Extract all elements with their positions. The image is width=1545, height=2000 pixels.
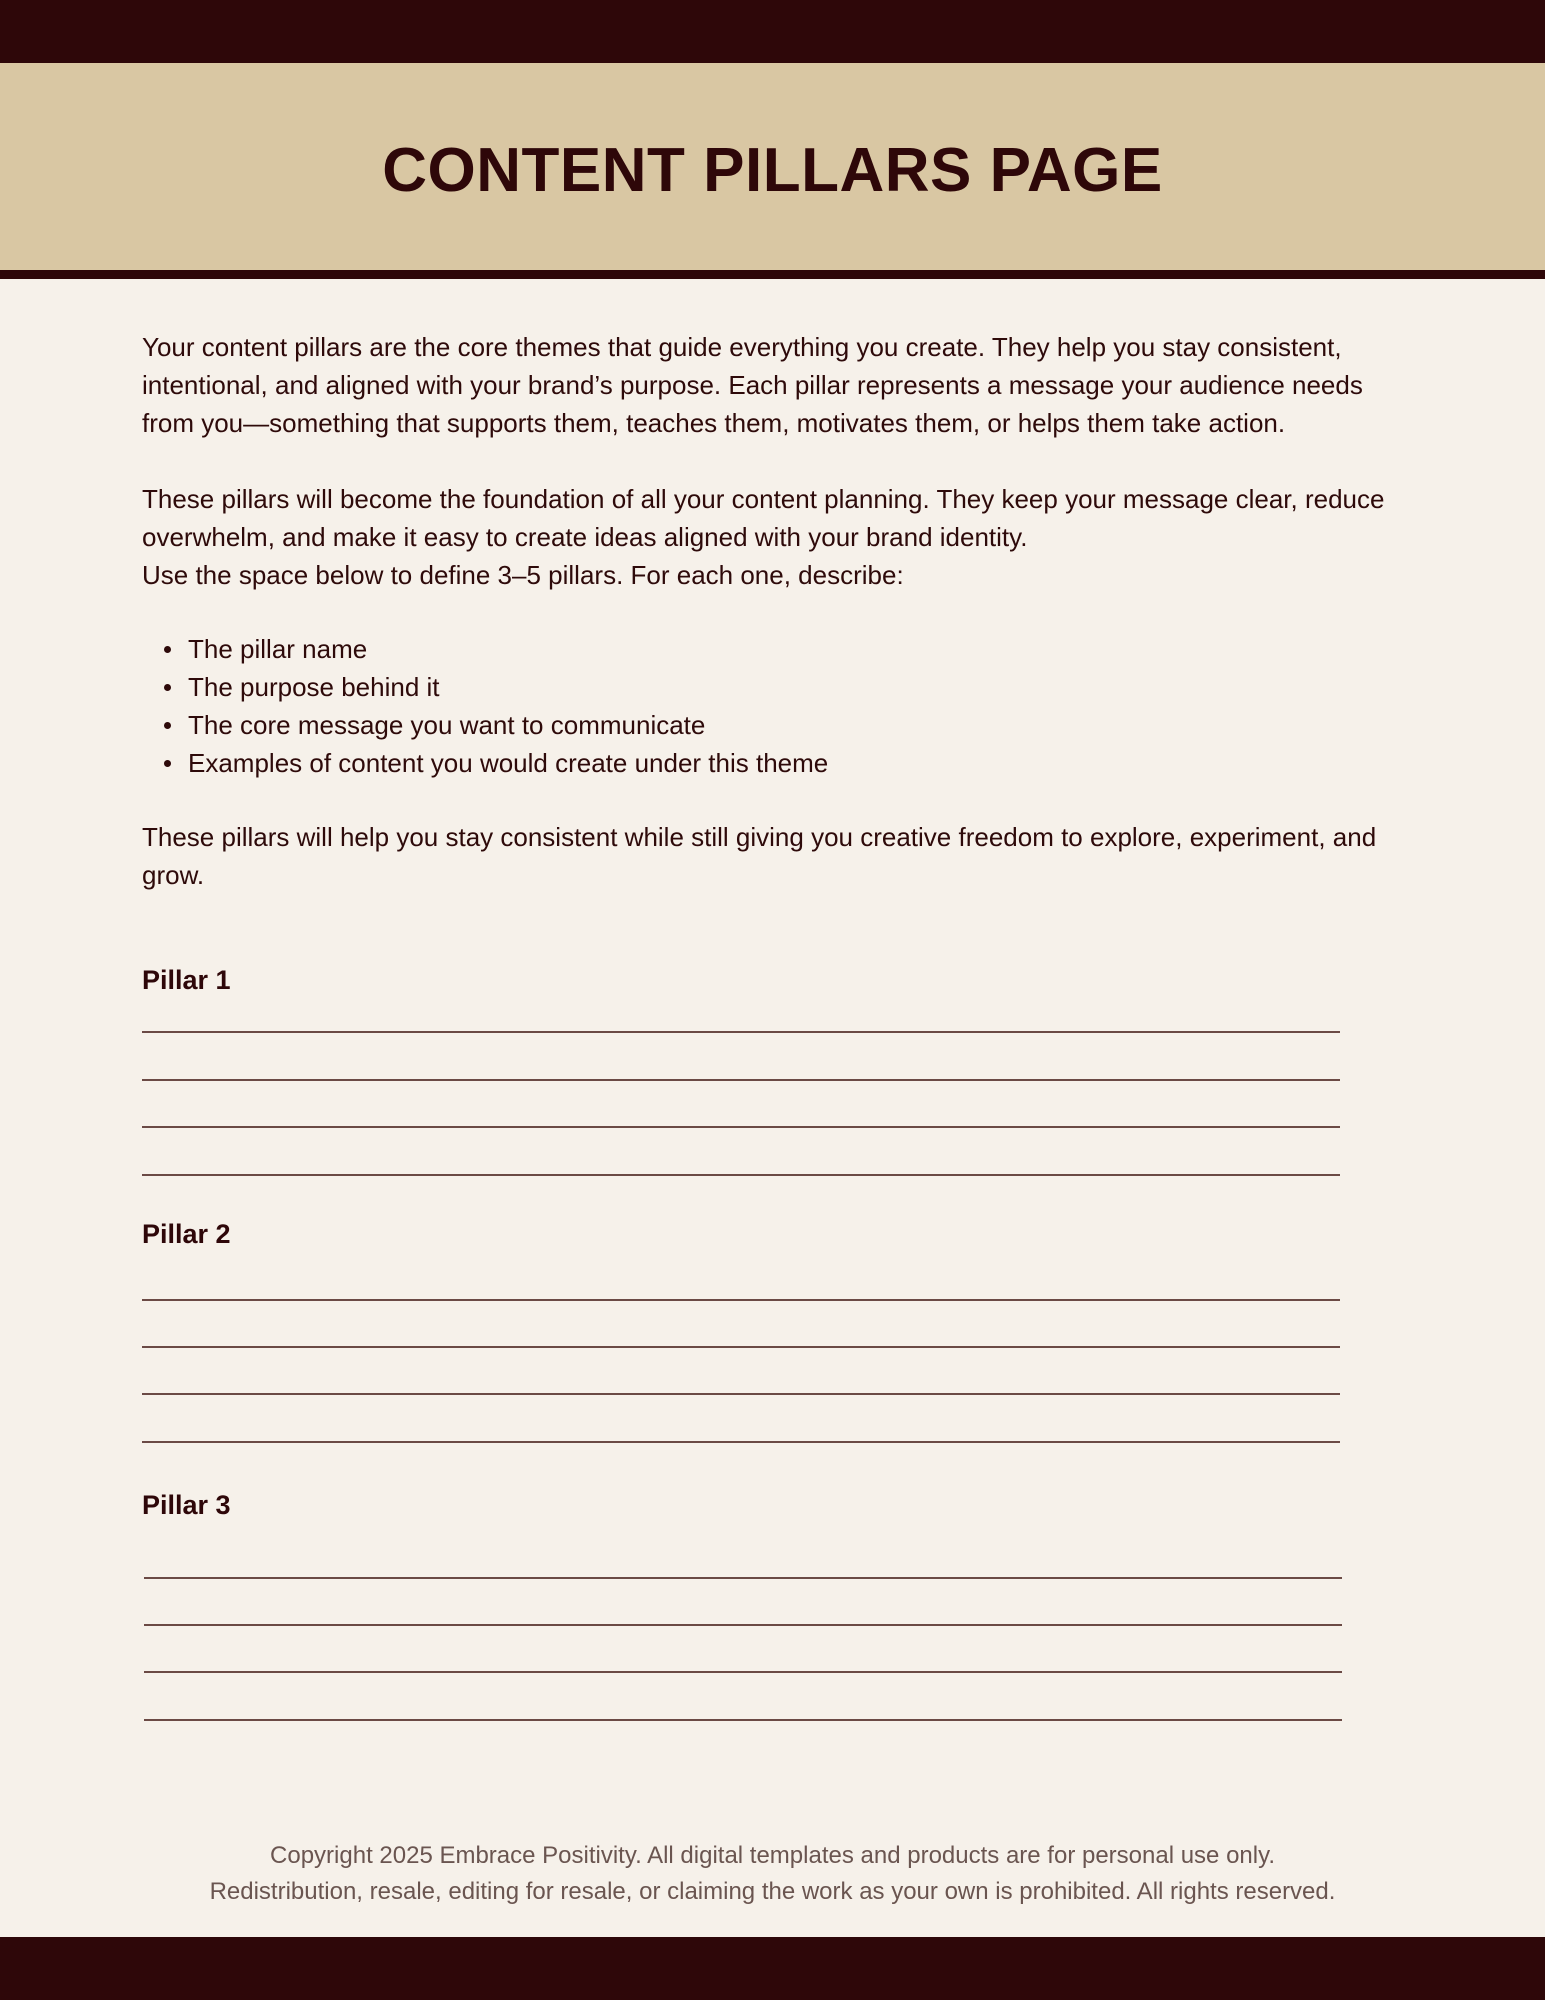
pillar-3-writing-line[interactable] xyxy=(144,1671,1342,1673)
bullet-icon xyxy=(164,684,171,691)
spacer xyxy=(142,442,1412,480)
list-item-text: Examples of content you would create under this theme xyxy=(188,748,829,778)
bottom-decorative-band xyxy=(0,1937,1545,2000)
pillar-2-writing-line[interactable] xyxy=(142,1393,1340,1395)
page-header xyxy=(0,63,1545,270)
pillar-1-writing-line[interactable] xyxy=(142,1126,1340,1128)
pillar-1-writing-line[interactable] xyxy=(142,1079,1340,1081)
intro-section xyxy=(142,328,1412,894)
list-item xyxy=(164,668,1412,706)
pillar-3-writing-line[interactable] xyxy=(144,1719,1342,1721)
pillar-3-writing-line[interactable] xyxy=(144,1577,1342,1579)
intro-paragraph-3: Use the space below to define 3–5 pillars. For each one, describe: xyxy=(142,560,904,590)
header-divider xyxy=(0,270,1545,279)
top-decorative-band xyxy=(0,0,1545,63)
list-item-text: The core message you want to communicate xyxy=(188,710,706,740)
intro-paragraph-4: These pillars will help you stay consistent while still giving you creative freedom to explore, experiment, and grow. xyxy=(142,822,1377,890)
pillar-1-label: Pillar 1 xyxy=(142,965,231,995)
intro-paragraph-2: These pillars will become the foundation of all your content planning. They keep your message clear, reduce overwhelm, and make it easy to create ideas aligned with your brand identity. xyxy=(142,484,1385,552)
bullet-icon xyxy=(164,722,171,729)
bullet-icon xyxy=(164,646,171,653)
list-item-text: The pillar name xyxy=(188,634,368,664)
footer-line-2: Redistribution, resale, editing for resale, or claiming the work as your own is prohibited. All rights reserved. xyxy=(209,1878,1336,1905)
page-title: CONTENT PILLARS PAGE xyxy=(382,136,1163,205)
intro-paragraph-1: Your content pillars are the core themes that guide everything you create. They help you stay consistent, intentional, and aligned with your brand’s purpose. Each pillar represents a message your audience needs from you—something that supports them, teaches them, motivates them, or helps them take action. xyxy=(142,332,1363,438)
pillar-2-writing-line[interactable] xyxy=(142,1441,1340,1443)
pillar-3-label: Pillar 3 xyxy=(142,1490,231,1520)
pillar-1-writing-line[interactable] xyxy=(142,1031,1340,1033)
footer-line-1: Copyright 2025 Embrace Positivity. All digital templates and products are for personal use only. xyxy=(270,1842,1275,1869)
pillar-1-writing-line[interactable] xyxy=(142,1174,1340,1176)
pillar-2-writing-line[interactable] xyxy=(142,1299,1340,1301)
pillar-2-writing-line[interactable] xyxy=(142,1346,1340,1348)
bullet-icon xyxy=(164,760,171,767)
instruction-list xyxy=(142,630,1412,782)
list-item xyxy=(164,744,1412,782)
list-item-text: The purpose behind it xyxy=(188,672,440,702)
list-item xyxy=(164,630,1412,668)
pillar-2-label: Pillar 2 xyxy=(142,1219,231,1249)
list-item xyxy=(164,706,1412,744)
copyright-footer xyxy=(0,1838,1545,1910)
pillar-3-writing-line[interactable] xyxy=(144,1624,1342,1626)
